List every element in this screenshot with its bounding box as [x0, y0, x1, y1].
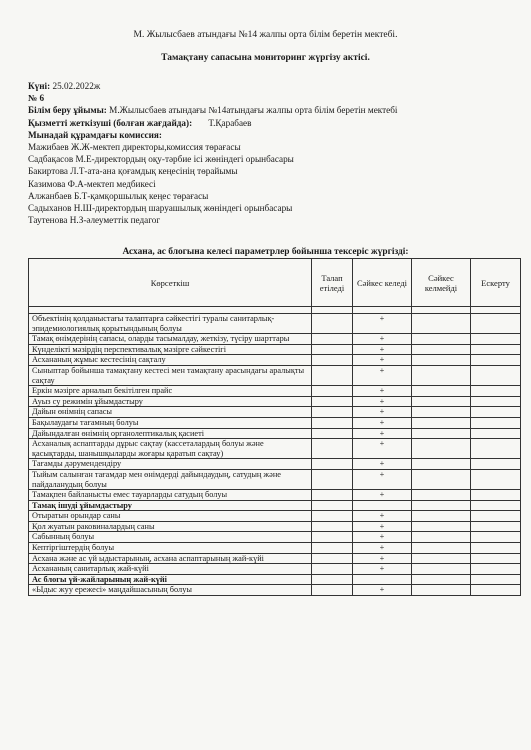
date-line: [28, 80, 518, 92]
column-header-noncomplies: Сәйкес келмейді: [412, 259, 471, 307]
complies-cell: +: [353, 355, 412, 366]
row-label: «Ыдыс жуу ережесі» маңдайшасының болуы: [29, 585, 312, 596]
noncomplies-cell: [412, 344, 471, 355]
noncomplies-cell: [412, 469, 471, 489]
row-label: Күнделікті мәзірдің перспективалық мәзірге сәйкестігі: [29, 344, 312, 355]
row-label: Қол жуатын раковиналардың саны: [29, 521, 312, 532]
noncomplies-cell: [412, 511, 471, 522]
table-row: [29, 490, 521, 501]
required-cell: [312, 469, 353, 489]
required-cell: [312, 417, 353, 428]
column-header-complies: Сәйкес келеді: [353, 259, 412, 307]
required-cell: [312, 344, 353, 355]
required-cell: [312, 428, 353, 439]
provider-value: Т.Қарабаев: [208, 117, 252, 128]
required-cell: [312, 543, 353, 554]
row-label: Асхананың санитарлық жай-күйі: [29, 564, 312, 575]
table-header-row: [29, 259, 521, 307]
row-label: Кептіргіштердің болуы: [29, 543, 312, 554]
complies-cell: +: [353, 553, 412, 564]
row-label: Дайын өнімнің сапасы: [29, 407, 312, 418]
required-cell: [312, 521, 353, 532]
commission-member: Таутенова Н.З-әлеуметтік педагог: [28, 215, 161, 226]
row-label: Асхана және ас үй ыдыстарының, асхана аспаптарының жай-күйі: [29, 553, 312, 564]
commission-member: Алжанбаев Б.Т-қамқоршылық кеңес төрағасы: [28, 190, 209, 201]
noncomplies-cell: [412, 386, 471, 397]
complies-cell: +: [353, 543, 412, 554]
noncomplies-cell: [412, 500, 471, 511]
noncomplies-cell: [412, 396, 471, 407]
note-cell: [471, 553, 521, 564]
complies-cell: +: [353, 386, 412, 397]
required-cell: [312, 459, 353, 470]
noncomplies-cell: [412, 314, 471, 334]
required-cell: [312, 355, 353, 366]
complies-cell: +: [353, 469, 412, 489]
note-cell: [471, 469, 521, 489]
note-cell: [471, 511, 521, 522]
table-section-row: [29, 574, 521, 585]
note-cell: [471, 386, 521, 397]
row-label: Еркін мәзірге арналып бекітілген прайс: [29, 386, 312, 397]
commission-member: Казимова Ф.А-мектеп медбикесі: [28, 178, 156, 189]
noncomplies-cell: [412, 439, 471, 459]
noncomplies-cell: [412, 553, 471, 564]
note-cell: [471, 521, 521, 532]
table-spacer-row: [29, 307, 521, 314]
noncomplies-cell: [412, 490, 471, 501]
complies-cell: +: [353, 334, 412, 345]
note-cell: [471, 585, 521, 596]
noncomplies-cell: [412, 428, 471, 439]
note-cell: [471, 564, 521, 575]
commission-label: Мынадай құрамдағы комиссия:: [28, 129, 162, 140]
organization-value: М.Жылысбаев атындағы №14атындағы жалпы орта білім беретін мектебі: [109, 105, 398, 116]
noncomplies-cell: [412, 521, 471, 532]
table-row: [29, 344, 521, 355]
note-cell: [471, 500, 521, 511]
required-cell: [312, 314, 353, 334]
table-row: [29, 564, 521, 575]
noncomplies-cell: [412, 334, 471, 345]
noncomplies-cell: [412, 417, 471, 428]
table-row: [29, 532, 521, 543]
note-cell: [471, 490, 521, 501]
table-row: [29, 543, 521, 554]
act-number: № 6: [28, 93, 45, 104]
required-cell: [312, 439, 353, 459]
complies-cell: +: [353, 365, 412, 385]
column-header-note: Ескерту: [471, 259, 521, 307]
inspection-heading: Асхана, ас блогына келесі параметрлер бойынша тексеріс жүргізді:: [122, 247, 409, 257]
table-row: [29, 469, 521, 489]
note-cell: [471, 439, 521, 459]
complies-cell: +: [353, 521, 412, 532]
required-cell: [312, 564, 353, 575]
note-cell: [471, 543, 521, 554]
table-body: [29, 314, 521, 596]
required-cell: [312, 532, 353, 543]
required-cell: [312, 365, 353, 385]
noncomplies-cell: [412, 574, 471, 585]
table-row: [29, 355, 521, 366]
inspection-table: [28, 258, 521, 596]
row-label: Асханалық аспаптарды дұрыс сақтау (кассеталардың болуы және қасықтарды, шанышқыларды жоғары қаратып сақтау): [29, 439, 312, 459]
required-cell: [312, 585, 353, 596]
table-row: [29, 365, 521, 385]
complies-cell: +: [353, 490, 412, 501]
table-row: [29, 521, 521, 532]
table-row: [29, 553, 521, 564]
complies-cell: [353, 500, 412, 511]
noncomplies-cell: [412, 365, 471, 385]
noncomplies-cell: [412, 407, 471, 418]
commission-member: Садбақасов М.Е-директордың оқу-тәрбие ісі жөніндегі орынбасары: [28, 154, 294, 165]
noncomplies-cell: [412, 564, 471, 575]
table-section-row: [29, 500, 521, 511]
note-cell: [471, 365, 521, 385]
required-cell: [312, 490, 353, 501]
required-cell: [312, 334, 353, 345]
school-name-header: М. Жылысбаев атындағы №14 жалпы орта білім беретін мектебі.: [133, 30, 398, 40]
note-cell: [471, 532, 521, 543]
note-cell: [471, 428, 521, 439]
row-label: Ас блогы үй-жайларының жай-күйі: [29, 574, 312, 585]
complies-cell: +: [353, 511, 412, 522]
column-header-required: Талап етіледі: [312, 259, 353, 307]
complies-cell: +: [353, 585, 412, 596]
row-label: Сыныптар бойынша тамақтану кестесі мен тамақтану арасындағы аралықты сақтау: [29, 365, 312, 385]
note-cell: [471, 396, 521, 407]
act-metadata: [28, 80, 518, 226]
row-label: Тамақ ішуді ұйымдастыру: [29, 500, 312, 511]
row-label: Объектінің қолданыстағы талаптарға сәйкестігі туралы санитарлық-эпидемиологиялық қорытындының болуы: [29, 314, 312, 334]
table-row: [29, 428, 521, 439]
required-cell: [312, 574, 353, 585]
table-row: [29, 386, 521, 397]
complies-cell: +: [353, 396, 412, 407]
row-label: Бақылаудағы тағамның болуы: [29, 417, 312, 428]
provider-label: Қызметті жеткізуші (болған жағдайда):: [28, 117, 193, 128]
row-label: Асхананың жұмыс кестесінің сақталу: [29, 355, 312, 366]
table-row: [29, 396, 521, 407]
note-cell: [471, 314, 521, 334]
note-cell: [471, 334, 521, 345]
complies-cell: +: [353, 344, 412, 355]
row-label: Сабынның болуы: [29, 532, 312, 543]
table-row: [29, 439, 521, 459]
row-label: Тамақ өнімдерінің сапасы, оларды тасымалдау, жеткізу, түсіру шарттары: [29, 334, 312, 345]
note-cell: [471, 459, 521, 470]
required-cell: [312, 553, 353, 564]
noncomplies-cell: [412, 355, 471, 366]
complies-cell: +: [353, 564, 412, 575]
note-cell: [471, 344, 521, 355]
table-row: [29, 334, 521, 345]
required-cell: [312, 407, 353, 418]
date-value: 25.02.2022ж: [52, 81, 101, 91]
complies-cell: +: [353, 439, 412, 459]
organization-label: Білім беру ұйымы:: [28, 105, 107, 116]
note-cell: [471, 417, 521, 428]
required-cell: [312, 511, 353, 522]
commission-member: Бакиртова Л.Т-ата-ана қоғамдық кеңесінің төрайымы: [28, 166, 238, 177]
table-row: [29, 407, 521, 418]
provider-line: [28, 117, 518, 129]
table-row: [29, 511, 521, 522]
note-cell: [471, 355, 521, 366]
noncomplies-cell: [412, 532, 471, 543]
required-cell: [312, 396, 353, 407]
row-label: Тыйым салынған тағамдар мен өнімдерді дайындаудың, сатудың және пайдаланудың болуы: [29, 469, 312, 489]
table-row: [29, 459, 521, 470]
complies-cell: +: [353, 532, 412, 543]
date-label: Күні:: [28, 81, 51, 91]
column-header-indicator: Көрсеткіш: [29, 259, 312, 307]
complies-cell: [353, 574, 412, 585]
complies-cell: +: [353, 428, 412, 439]
note-cell: [471, 574, 521, 585]
required-cell: [312, 500, 353, 511]
table-row: [29, 417, 521, 428]
noncomplies-cell: [412, 543, 471, 554]
row-label: Отыратын орындар саны: [29, 511, 312, 522]
noncomplies-cell: [412, 585, 471, 596]
note-cell: [471, 407, 521, 418]
complies-cell: +: [353, 459, 412, 470]
organization-line: [28, 104, 518, 116]
complies-cell: +: [353, 417, 412, 428]
row-label: Дайындалған өнімнің органолептикалық қасиеті: [29, 428, 312, 439]
table-row: [29, 585, 521, 596]
complies-cell: +: [353, 314, 412, 334]
row-label: Тағамды дәрумендендіру: [29, 459, 312, 470]
commission-member: Садыханов Н.Ш-директордың шаруашылық жөніндегі орынбасары: [28, 203, 293, 214]
act-title: Тамақтану сапасына мониторинг жүргізу актісі.: [161, 53, 370, 63]
commission-member: Мажибаев Ж.Ж-мектеп директоры,комиссия төрағасы: [28, 142, 241, 153]
noncomplies-cell: [412, 459, 471, 470]
row-label: Тамақпен байланысты емес тауарларды сатудың болуы: [29, 490, 312, 501]
required-cell: [312, 386, 353, 397]
table-row: [29, 314, 521, 334]
row-label: Ауыз су режимін ұйымдастыру: [29, 396, 312, 407]
complies-cell: +: [353, 407, 412, 418]
